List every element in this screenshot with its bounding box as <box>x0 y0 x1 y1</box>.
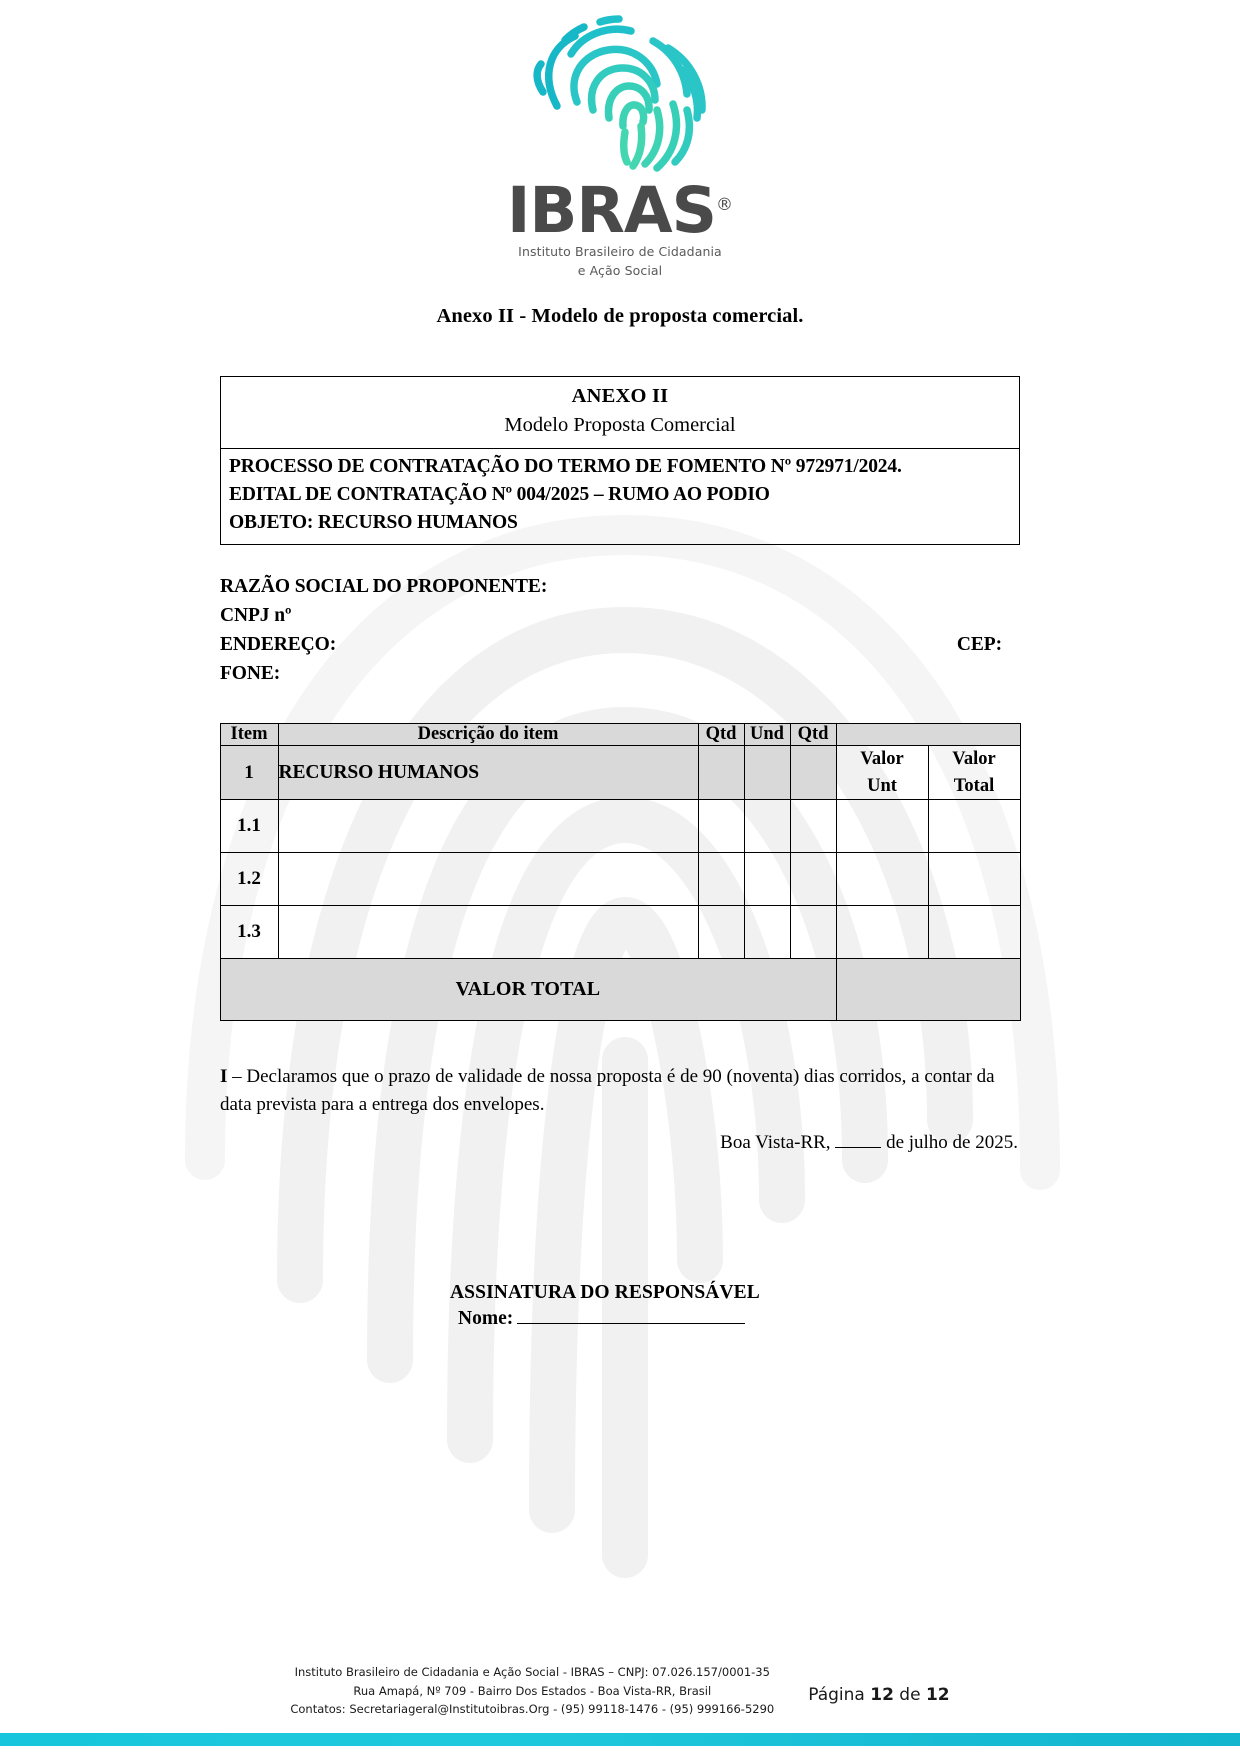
row-1-1-qtd-2[interactable] <box>790 800 836 853</box>
footer-line-1: Instituto Brasileiro de Cidadania e Ação Social - IBRAS – CNPJ: 07.026.157/0001-35 <box>294 1665 770 1680</box>
logo-wordmark <box>506 174 734 247</box>
row-1-3-qtd-1[interactable] <box>698 906 744 959</box>
valor-unt-line2: Unt <box>867 775 897 796</box>
row-1-3-item: 1.3 <box>220 906 278 959</box>
proponente-fields <box>220 573 1020 688</box>
row-1-1-item: 1.1 <box>220 800 278 853</box>
signature-block <box>220 1282 1020 1330</box>
ibras-logo <box>0 0 1240 279</box>
anexo-header-box <box>220 376 1020 545</box>
row-1-2-item: 1.2 <box>220 853 278 906</box>
page-footer <box>0 1663 1240 1755</box>
row-1-qtd-2[interactable] <box>790 745 836 800</box>
row-1-3-valor-total[interactable] <box>928 906 1020 959</box>
row-1-item: 1 <box>220 745 278 800</box>
declaration-body: – Declaramos que o prazo de validade de nossa proposta é de 90 (noventa) dias corridos, a contar da data prevista para a entrega dos envelopes. <box>220 1066 995 1115</box>
signature-name-label: Nome: <box>458 1308 514 1330</box>
header-valor-total <box>928 745 1020 800</box>
header-item: Item <box>220 723 278 745</box>
header-valor-unt <box>836 745 928 800</box>
footer-bottom-edge <box>0 1746 1240 1755</box>
valor-unt-line1: Valor <box>860 748 904 769</box>
footer-line-2: Rua Amapá, Nº 709 - Bairro Dos Estados - Boa Vista-RR, Brasil <box>353 1683 712 1698</box>
row-1-descricao: RECURSO HUMANOS <box>278 745 698 800</box>
row-1-3-descricao[interactable] <box>278 906 698 959</box>
signature-name-row <box>450 1308 1020 1330</box>
valor-total-line1: Valor <box>952 748 996 769</box>
anexo-label: ANEXO II <box>571 384 669 407</box>
header-valores-empty <box>836 723 1020 745</box>
header-qtd-1: Qtd <box>698 723 744 745</box>
city-suffix: de julho de 2025. <box>881 1132 1018 1154</box>
footer-content <box>0 1663 1240 1733</box>
page-title: Anexo II - Modelo de proposta comercial. <box>436 304 804 327</box>
anexo-subtitle: Modelo Proposta Comercial <box>504 413 736 436</box>
endereco-label: ENDEREÇO: <box>220 633 337 655</box>
fingerprint-brazil-map-icon <box>505 14 735 179</box>
objeto-line: OBJETO: RECURSO HUMANOS <box>229 511 518 533</box>
row-1-1-valor-total[interactable] <box>928 800 1020 853</box>
page-prefix: Página <box>808 1685 871 1705</box>
city-date-line <box>220 1132 1020 1154</box>
validity-declaration <box>220 1063 1020 1118</box>
razao-social-label: RAZÃO SOCIAL DO PROPONENTE: <box>220 576 548 598</box>
row-1-qtd-1[interactable] <box>698 745 744 800</box>
anexo-header-lines <box>221 449 1019 544</box>
edital-line: EDITAL DE CONTRATAÇÃO Nº 004/2025 – RUMO AO PODIO <box>229 483 770 505</box>
page-middle: de <box>893 1685 926 1705</box>
page-current: 12 <box>870 1685 894 1705</box>
table-row <box>220 906 1020 959</box>
declaration-lead: I <box>220 1066 228 1088</box>
anexo-header-top <box>221 377 1019 449</box>
row-1-2-qtd-1[interactable] <box>698 853 744 906</box>
logo-subtitle-line1: Instituto Brasileiro de Cidadania <box>518 243 722 259</box>
page-total: 12 <box>925 1685 950 1705</box>
table-total-row <box>220 959 1020 1021</box>
header-qtd-2: Qtd <box>790 723 836 745</box>
proposal-items-table <box>220 723 1021 1022</box>
date-blank-field[interactable] <box>835 1135 881 1148</box>
logo-wordmark-text: IBRAS <box>506 174 717 247</box>
footer-org-info <box>290 1663 774 1719</box>
row-1-3-und[interactable] <box>744 906 790 959</box>
page-number <box>808 1685 949 1719</box>
cep-label: CEP: <box>956 633 1002 655</box>
valor-total-label: VALOR TOTAL <box>220 959 836 1021</box>
valor-total-value[interactable] <box>836 959 1020 1021</box>
footer-line-3: Contatos: Secretariageral@Institutoibras.Org - (95) 99118-1476 - (95) 999166-5290 <box>290 1702 775 1717</box>
footer-accent-bar <box>0 1733 1240 1746</box>
row-1-2-valor-total[interactable] <box>928 853 1020 906</box>
registered-trademark-icon: ® <box>716 195 734 215</box>
row-1-2-und[interactable] <box>744 853 790 906</box>
processo-line: PROCESSO DE CONTRATAÇÃO DO TERMO DE FOMENTO Nº 972971/2024. <box>229 456 902 478</box>
fone-label: FONE: <box>220 662 281 684</box>
signature-title: ASSINATURA DO RESPONSÁVEL <box>450 1282 760 1304</box>
row-1-1-qtd-1[interactable] <box>698 800 744 853</box>
row-1-1-descricao[interactable] <box>278 800 698 853</box>
endereco-row <box>220 631 1020 660</box>
row-1-1-und[interactable] <box>744 800 790 853</box>
valor-total-line2: Total <box>953 775 995 796</box>
city-prefix: Boa Vista-RR, <box>720 1132 836 1154</box>
table-row <box>220 800 1020 853</box>
row-1-und[interactable] <box>744 745 790 800</box>
header-und: Und <box>744 723 790 745</box>
signature-name-blank-field[interactable] <box>517 1310 745 1324</box>
row-1-2-descricao[interactable] <box>278 853 698 906</box>
row-1-1-valor-unt[interactable] <box>836 800 928 853</box>
table-row <box>220 853 1020 906</box>
row-1-2-qtd-2[interactable] <box>790 853 836 906</box>
row-1-3-qtd-2[interactable] <box>790 906 836 959</box>
table-row <box>220 745 1020 800</box>
logo-subtitle-line2: e Ação Social <box>577 262 663 278</box>
cnpj-label: CNPJ nº <box>220 605 292 627</box>
row-1-3-valor-unt[interactable] <box>836 906 928 959</box>
header-descricao: Descrição do item <box>278 723 698 745</box>
table-header-row <box>220 723 1020 745</box>
row-1-2-valor-unt[interactable] <box>836 853 928 906</box>
